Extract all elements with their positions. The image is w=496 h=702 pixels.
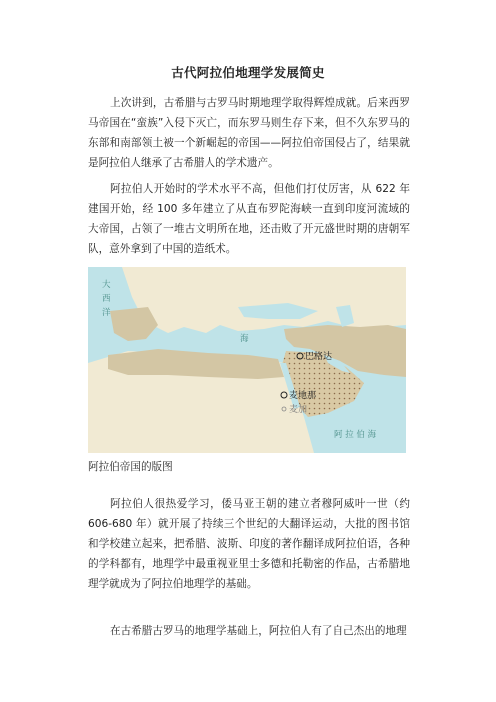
arabian-sea-label: 阿 拉 伯 海 <box>334 430 377 440</box>
empire-map-figure <box>88 267 406 453</box>
mecca-label: 麦加 <box>289 405 308 415</box>
medina-label: 麦地那 <box>289 391 317 401</box>
empire-map <box>88 267 406 453</box>
ocean-label-1: 大 <box>102 280 111 290</box>
europe-land <box>122 267 406 333</box>
ocean-label-3: 洋 <box>102 308 111 318</box>
ocean-label-2: 西 <box>102 294 111 304</box>
paragraph-2: 阿拉伯人开始时的学术水平不高，但他们打仗厉害，从 622 年建国开始，经 100 多年建立了从直布罗陀海峡一直到印度河流域的大帝国，占领了一堆古文明所在地，还击败了开元盛世时期的唐朝军队，意外拿到了中国的造纸术。 <box>88 183 410 255</box>
baghdad-label: 巴格达 <box>305 352 333 362</box>
article-title: 古代阿拉伯地理学发展简史 <box>171 65 325 80</box>
paragraph-1: 上次讲到，古希腊与古罗马时期地理学取得辉煌成就。后来西罗马帝国在“蛮族”入侵下灭亡，而东罗马则生存下来，但不久东罗马的东部和南部领土被一个新崛起的帝国——阿拉伯帝国侵占了，结果就是阿拉伯人继承了古希腊人的学术遗产。 <box>88 97 410 169</box>
sea-label: 海 <box>240 334 249 344</box>
map-caption: 阿拉伯帝国的版图 <box>88 461 173 473</box>
paragraph-3: 阿拉伯人很热爱学习，倭马亚王朝的建立者穆阿威叶一世（约 606-680 年）就开展了持续三个世纪的大翻译运动，大批的图书馆和学校建立起来，把希腊、波斯、印度的著作翻译成阿拉伯语，各种的学科都有，地理学中最重视亚里士多德和托勒密的作品，古希腊地理学就成为了阿拉伯地理学的基础。 <box>88 498 410 590</box>
paragraph-4: 在古希腊古罗马的地理学基础上，阿拉伯人有了自己杰出的地理 <box>110 625 407 637</box>
